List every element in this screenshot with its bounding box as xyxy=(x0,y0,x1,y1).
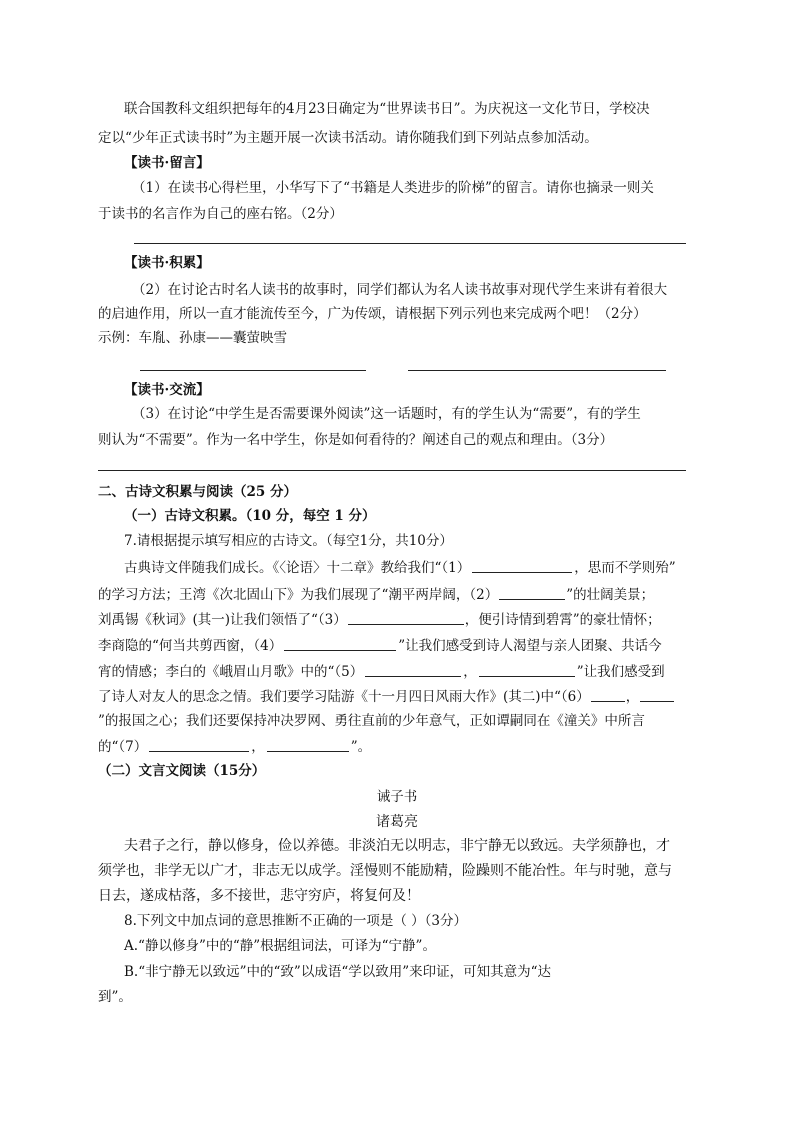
q2-line-2: 的启迪作用，所以一直才能流传至今，广为传颂，请根据下列示列也来完成两个吧！（2分） xyxy=(98,306,647,322)
q2-line-1: （2）在讨论古时名人读书的故事时，同学们都认为名人读书故事对现代学生来讲有着很大 xyxy=(132,282,668,298)
poem-line-3 xyxy=(98,613,661,628)
blank-5b[interactable] xyxy=(479,665,575,677)
q3-answer-line[interactable] xyxy=(98,470,686,471)
poem-line-5-a: 宵的情感；李白的《峨眉山月歌》中的“（5） xyxy=(98,664,364,680)
poem-line-6-b: ， xyxy=(625,689,640,705)
poem-line-8-a: 的“（7） xyxy=(98,739,148,755)
q1-answer-line[interactable] xyxy=(134,243,686,244)
q1-line-1: （1）在读书心得栏里，小华写下了“书籍是人类进步的阶梯”的留言。请你也摘录一则关 xyxy=(132,180,654,196)
q2-answer-line-1[interactable] xyxy=(140,370,366,371)
blank-4[interactable] xyxy=(284,639,396,651)
poem-line-4 xyxy=(98,639,662,654)
poem-line-1-b: ，思而不学则殆” xyxy=(574,560,676,576)
blank-2[interactable] xyxy=(499,588,565,600)
q8-prompt: 8.下列文中加点词的意思推断不正确的一项是（ ）（3分） xyxy=(124,913,468,929)
poem-line-5-c: ”让我们感受到 xyxy=(576,664,665,680)
intro-line-2: 定以“少年正式读书时”为主题开展一次读书活动。请你随我们到下列站点参加活动。 xyxy=(98,130,598,146)
poem-line-3-b: ，便引诗情到碧霄”的豪壮情怀； xyxy=(464,612,661,628)
part2-subtitle-1: （一）古诗文积累。（10 分，每空 1 分） xyxy=(124,508,376,524)
poem-line-5-b: ， xyxy=(463,664,477,680)
q8-option-a[interactable]: A.“静以修身”中的“静”根据组词法，可译为“宁静”。 xyxy=(124,938,436,954)
blank-3[interactable] xyxy=(348,613,464,625)
poem-line-8-c: ”。 xyxy=(350,739,372,755)
q2-example: 示例：车胤、孙康——囊萤映雪 xyxy=(98,330,287,346)
blank-6a[interactable] xyxy=(591,690,625,702)
q7-prompt: 7.请根据提示填写相应的古诗文。（每空1分，共10分） xyxy=(124,533,453,549)
poem-line-2-a: 的学习方法；王湾《次北固山下》为我们展现了“潮平两岸阔，（2） xyxy=(98,587,499,603)
q3-line-2: 则认为“不需要”。作为一名中学生，你是如何看待的？阐述自己的观点和理由。（3分） xyxy=(98,432,614,448)
section-title-exchange: 【读书·交流】 xyxy=(124,382,210,398)
poem-line-8-b: ， xyxy=(251,739,265,755)
section-title-accumulate: 【读书·积累】 xyxy=(124,255,210,271)
part2-subtitle-2: （二）文言文阅读（15分） xyxy=(98,763,266,779)
poem-line-3-a: 刘禹锡《秋词》(其一)让我们领悟了“（3） xyxy=(98,612,347,628)
poem-line-1-a: 古典诗文伴随我们成长。《〈论语〉十二章》教给我们“（1） xyxy=(124,560,471,576)
poem-line-4-a: 李商隐的“何当共剪西窗，（4） xyxy=(98,638,283,654)
poem-line-7: ”的报国之心；我们还要保持冲决罗网、勇往直前的少年意气，正如谭嗣同在《潼关》中所言 xyxy=(98,713,645,729)
essay-line-2: 须学也，非学无以广才，非志无以成学。淫慢则不能励精，险躁则不能冶性。年与时驰，意与 xyxy=(98,863,672,879)
poem-line-2-b: ”的壮阔美景； xyxy=(566,587,655,603)
intro-line-1: 联合国教科文组织把每年的4月23日确定为“世界读书日”。为庆祝这一文化节日，学校决 xyxy=(124,101,650,117)
q8-option-b-cont: 到”。 xyxy=(98,989,132,1005)
poem-line-4-b: ”让我们感受到诗人渴望与亲人团聚、共话今 xyxy=(398,638,662,654)
essay-line-1: 夫君子之行，静以修身，俭以养德。非淡泊无以明志，非宁静无以致远。夫学须静也，才 xyxy=(124,838,670,854)
poem-line-8 xyxy=(98,740,371,755)
q3-line-1: （3）在讨论“中学生是否需要课外阅读”这一话题时，有的学生认为“需要”，有的学生 xyxy=(132,406,641,422)
q8-option-b[interactable]: B.“非宁静无以致远”中的“致”以成语“学以致用”来印证，可知其意为“达 xyxy=(124,964,552,980)
blank-1[interactable] xyxy=(472,561,572,573)
q1-line-2: 于读书的名言作为自己的座右铭。（2分） xyxy=(98,206,343,222)
poem-line-6 xyxy=(98,690,675,705)
poem-line-5 xyxy=(98,665,665,680)
blank-6b[interactable] xyxy=(640,690,674,702)
poem-line-1 xyxy=(124,561,676,576)
part2-title: 二、古诗文积累与阅读（25 分） xyxy=(98,484,297,500)
essay-author: 诸葛亮 xyxy=(376,814,418,830)
poem-line-6-a: 了诗人对友人的思念之情。我们要学习陆游《十一月四日风雨大作》(其二)中“（6） xyxy=(98,689,590,705)
section-title-message: 【读书·留言】 xyxy=(124,155,210,171)
essay-line-3: 日去，遂成枯落，多不接世，悲守穷庐，将复何及！ xyxy=(98,888,420,904)
blank-7a[interactable] xyxy=(149,740,249,752)
q2-answer-line-2[interactable] xyxy=(408,370,666,371)
poem-line-2 xyxy=(98,588,654,603)
blank-7b[interactable] xyxy=(267,740,349,752)
essay-title: 诫子书 xyxy=(376,789,418,805)
blank-5a[interactable] xyxy=(365,665,461,677)
